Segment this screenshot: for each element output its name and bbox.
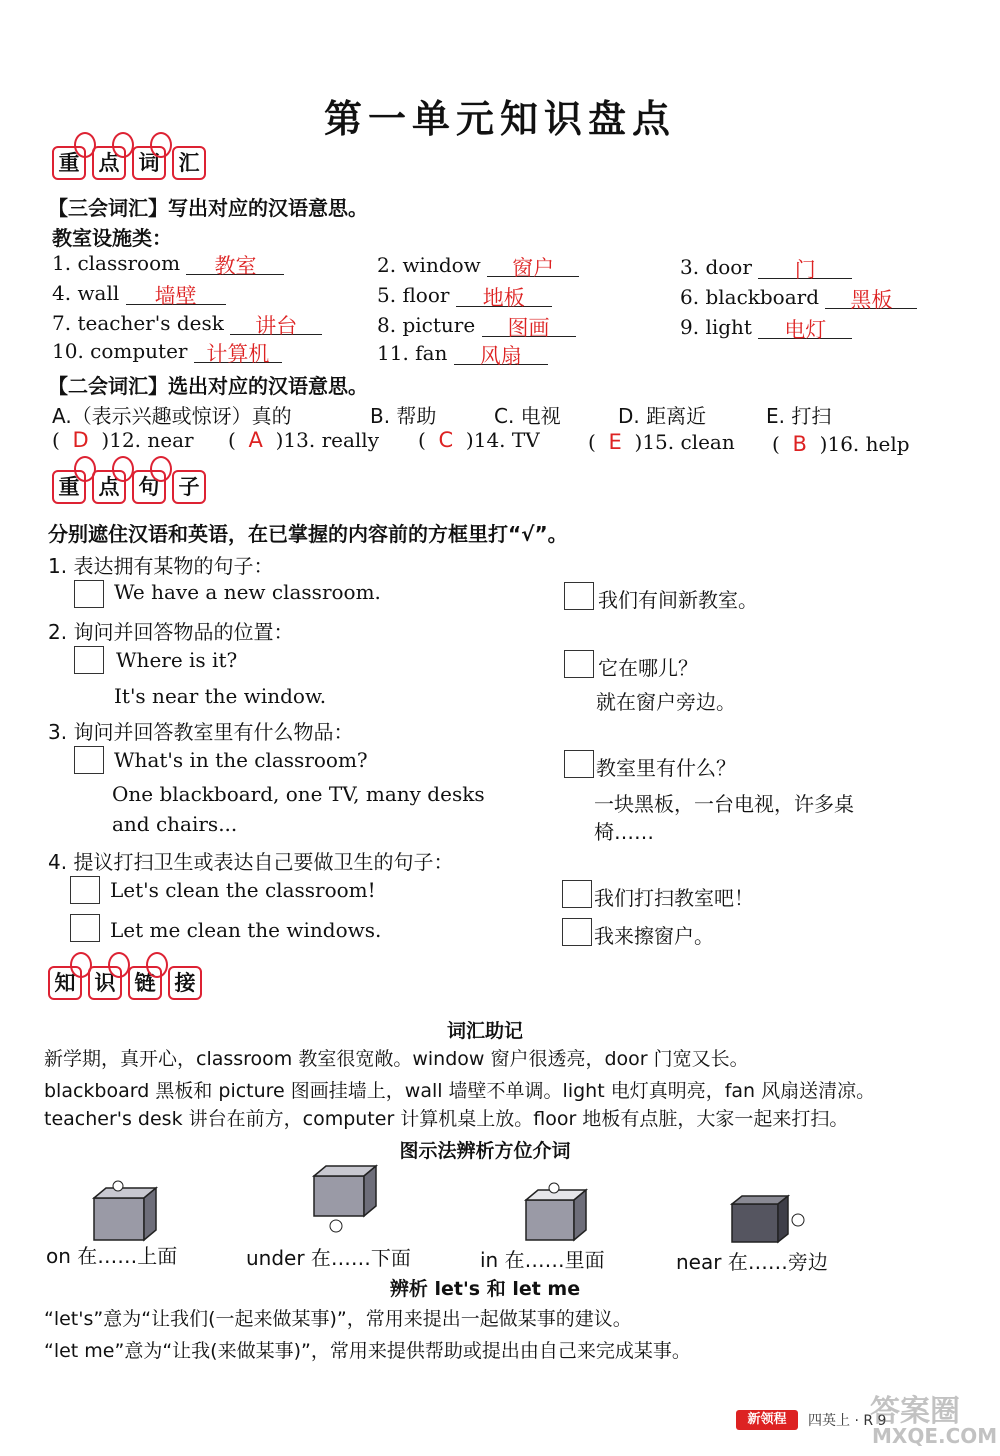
sentence-heading: 4. 提议打扫卫生或表达自己要做卫生的句子：	[48, 850, 454, 874]
vocab-item: 5. floor 地板	[377, 282, 552, 307]
english-sentence: Let's clean the classroom!	[110, 878, 376, 902]
english-sentence: and chairs...	[112, 812, 238, 836]
option: D. 距离近	[618, 404, 707, 428]
vocab-answer: 图画	[507, 316, 550, 340]
checkbox[interactable]	[70, 914, 100, 942]
section-badge-vocab	[52, 146, 206, 180]
vocab-answer: 讲台	[255, 314, 298, 338]
vocab-item: 8. picture 图画	[377, 312, 576, 337]
chinese-sentence: 就在窗户旁边。	[596, 690, 736, 714]
checkbox[interactable]	[564, 582, 594, 610]
vocab-category: 教室设施类：	[52, 226, 172, 250]
english-sentence: We have a new classroom.	[114, 580, 381, 604]
page-title: 第一单元知识盘点	[323, 97, 676, 141]
lets-title: 辨析 let's 和 let me	[389, 1278, 581, 1300]
vocab-item: 2. window 窗户	[377, 252, 579, 277]
vocab-answer: 窗户	[512, 256, 555, 280]
chinese-sentence: 我们打扫教室吧！	[594, 886, 754, 910]
sentence-heading: 2. 询问并回答物品的位置：	[48, 620, 294, 644]
lets-line: “let's”意为“让我们(一起来做某事)”，常用来提出一起做某事的建议。	[44, 1308, 632, 1330]
vocab-instruction-2: 【二会词汇】选出对应的汉语意思。	[48, 374, 368, 398]
cube-in-illustration	[522, 1180, 594, 1244]
vocab-item: 1. classroom 教室	[52, 250, 284, 275]
badge-char: 重	[52, 146, 86, 180]
english-sentence: Let me clean the windows.	[110, 918, 382, 942]
vocab-answer: 地板	[482, 286, 525, 310]
checkbox[interactable]	[564, 750, 594, 778]
vocab-item: 6. blackboard 黑板	[680, 284, 917, 309]
memory-line: teacher's desk 讲台在前方，computer 计算机桌上放。floor 地板有点脏，大家一起来打扫。	[44, 1108, 849, 1130]
vocab-instruction-1: 【三会词汇】写出对应的汉语意思。	[48, 196, 368, 220]
choice-answer: C	[438, 428, 454, 452]
option: C. 电视	[494, 404, 561, 428]
brand-logo: 新领程	[736, 1410, 798, 1430]
cube-on-illustration	[88, 1180, 160, 1244]
choice-answer: E	[608, 430, 622, 454]
vocab-item: 3. door 门	[680, 254, 852, 279]
chinese-sentence: 一块黑板，一台电视，许多桌	[594, 792, 854, 816]
choice-item: ( B )16. help	[772, 432, 910, 456]
preposition-label: near 在……旁边	[676, 1250, 828, 1274]
watermark-site: MXQE.COM	[872, 1424, 998, 1448]
chinese-sentence: 它在哪儿？	[598, 656, 698, 680]
checkbox[interactable]	[562, 918, 592, 946]
watermark: 答案圈	[870, 1394, 960, 1429]
chinese-sentence: 我来擦窗户。	[594, 924, 714, 948]
checkbox[interactable]	[74, 646, 104, 674]
badge-char: 链	[128, 966, 162, 1000]
cube-under-illustration	[308, 1160, 380, 1240]
english-sentence: It's near the window.	[114, 684, 327, 708]
cube-near-illustration	[728, 1190, 812, 1246]
badge-char: 点	[92, 470, 126, 504]
preposition-label: in 在……里面	[480, 1248, 605, 1272]
vocab-item: 11. fan 风扇	[377, 340, 548, 365]
badge-char: 重	[52, 470, 86, 504]
choice-answer: D	[72, 428, 89, 452]
vocab-item: 10. computer 计算机	[52, 338, 282, 363]
chinese-sentence: 教室里有什么？	[596, 756, 736, 780]
choice-item: ( D )12. near	[52, 428, 194, 452]
checkbox[interactable]	[70, 876, 100, 904]
english-sentence: Where is it?	[116, 648, 238, 672]
section-badge-links	[48, 966, 202, 1000]
choice-item: ( E )15. clean	[588, 430, 735, 454]
english-sentence: One blackboard, one TV, many desks	[112, 782, 485, 806]
vocab-item: 4. wall 墙壁	[52, 280, 226, 305]
badge-char: 接	[168, 966, 202, 1000]
vocab-answer: 计算机	[206, 342, 270, 366]
section-badge-sentences	[52, 470, 206, 504]
vocab-answer: 风扇	[479, 344, 522, 368]
badge-char: 识	[88, 966, 122, 1000]
memory-line: blackboard 黑板和 picture 图画挂墙上，wall 墙壁不单调。light 电灯真明亮，fan 风扇送清凉。	[44, 1080, 876, 1102]
page-number: 四英上 · R 9	[808, 1413, 887, 1429]
choice-item: ( C )14. TV	[418, 428, 540, 452]
preposition-title: 图示法辨析方位介词	[399, 1140, 571, 1162]
badge-char: 知	[48, 966, 82, 1000]
vocab-answer: 门	[794, 258, 816, 282]
preposition-label: under 在……下面	[246, 1246, 411, 1270]
choice-answer: B	[792, 432, 807, 456]
memory-line: 新学期，真开心，classroom 教室很宽敞。window 窗户很透亮，door 门宽又长。	[44, 1048, 749, 1070]
vocab-answer: 教室	[214, 254, 257, 278]
badge-char: 点	[92, 146, 126, 180]
vocab-answer: 墙壁	[154, 284, 197, 308]
vocab-answer: 电灯	[784, 318, 827, 342]
choice-answer: A	[248, 428, 263, 452]
badge-char: 汇	[172, 146, 206, 180]
option: E. 打扫	[766, 404, 832, 428]
option: B. 帮助	[370, 404, 437, 428]
preposition-label: on 在……上面	[46, 1244, 178, 1268]
vocab-answer: 黑板	[850, 288, 893, 312]
chinese-sentence: 我们有间新教室。	[598, 588, 758, 612]
vocab-item: 9. light 电灯	[680, 314, 852, 339]
checkbox[interactable]	[74, 746, 104, 774]
english-sentence: What's in the classroom?	[114, 748, 368, 772]
vocab-item: 7. teacher's desk 讲台	[52, 310, 322, 335]
memory-title: 词汇助记	[446, 1020, 523, 1042]
option: A.（表示兴趣或惊讶）真的	[52, 404, 292, 428]
sentence-instruction: 分别遮住汉语和英语，在已掌握的内容前的方框里打“√”。	[48, 522, 568, 546]
badge-char: 句	[132, 470, 166, 504]
choice-item: ( A )13. really	[228, 428, 380, 452]
lets-line: “let me”意为“让我(来做某事)”，常用来提供帮助或提出由自己来完成某事。	[44, 1340, 691, 1362]
badge-char: 子	[172, 470, 206, 504]
badge-char: 词	[132, 146, 166, 180]
checkbox[interactable]	[74, 580, 104, 608]
chinese-sentence: 椅……	[594, 820, 654, 844]
sentence-heading: 3. 询问并回答教室里有什么物品：	[48, 720, 354, 744]
checkbox[interactable]	[562, 880, 592, 908]
sentence-heading: 1. 表达拥有某物的句子：	[48, 554, 274, 578]
checkbox[interactable]	[564, 650, 594, 678]
